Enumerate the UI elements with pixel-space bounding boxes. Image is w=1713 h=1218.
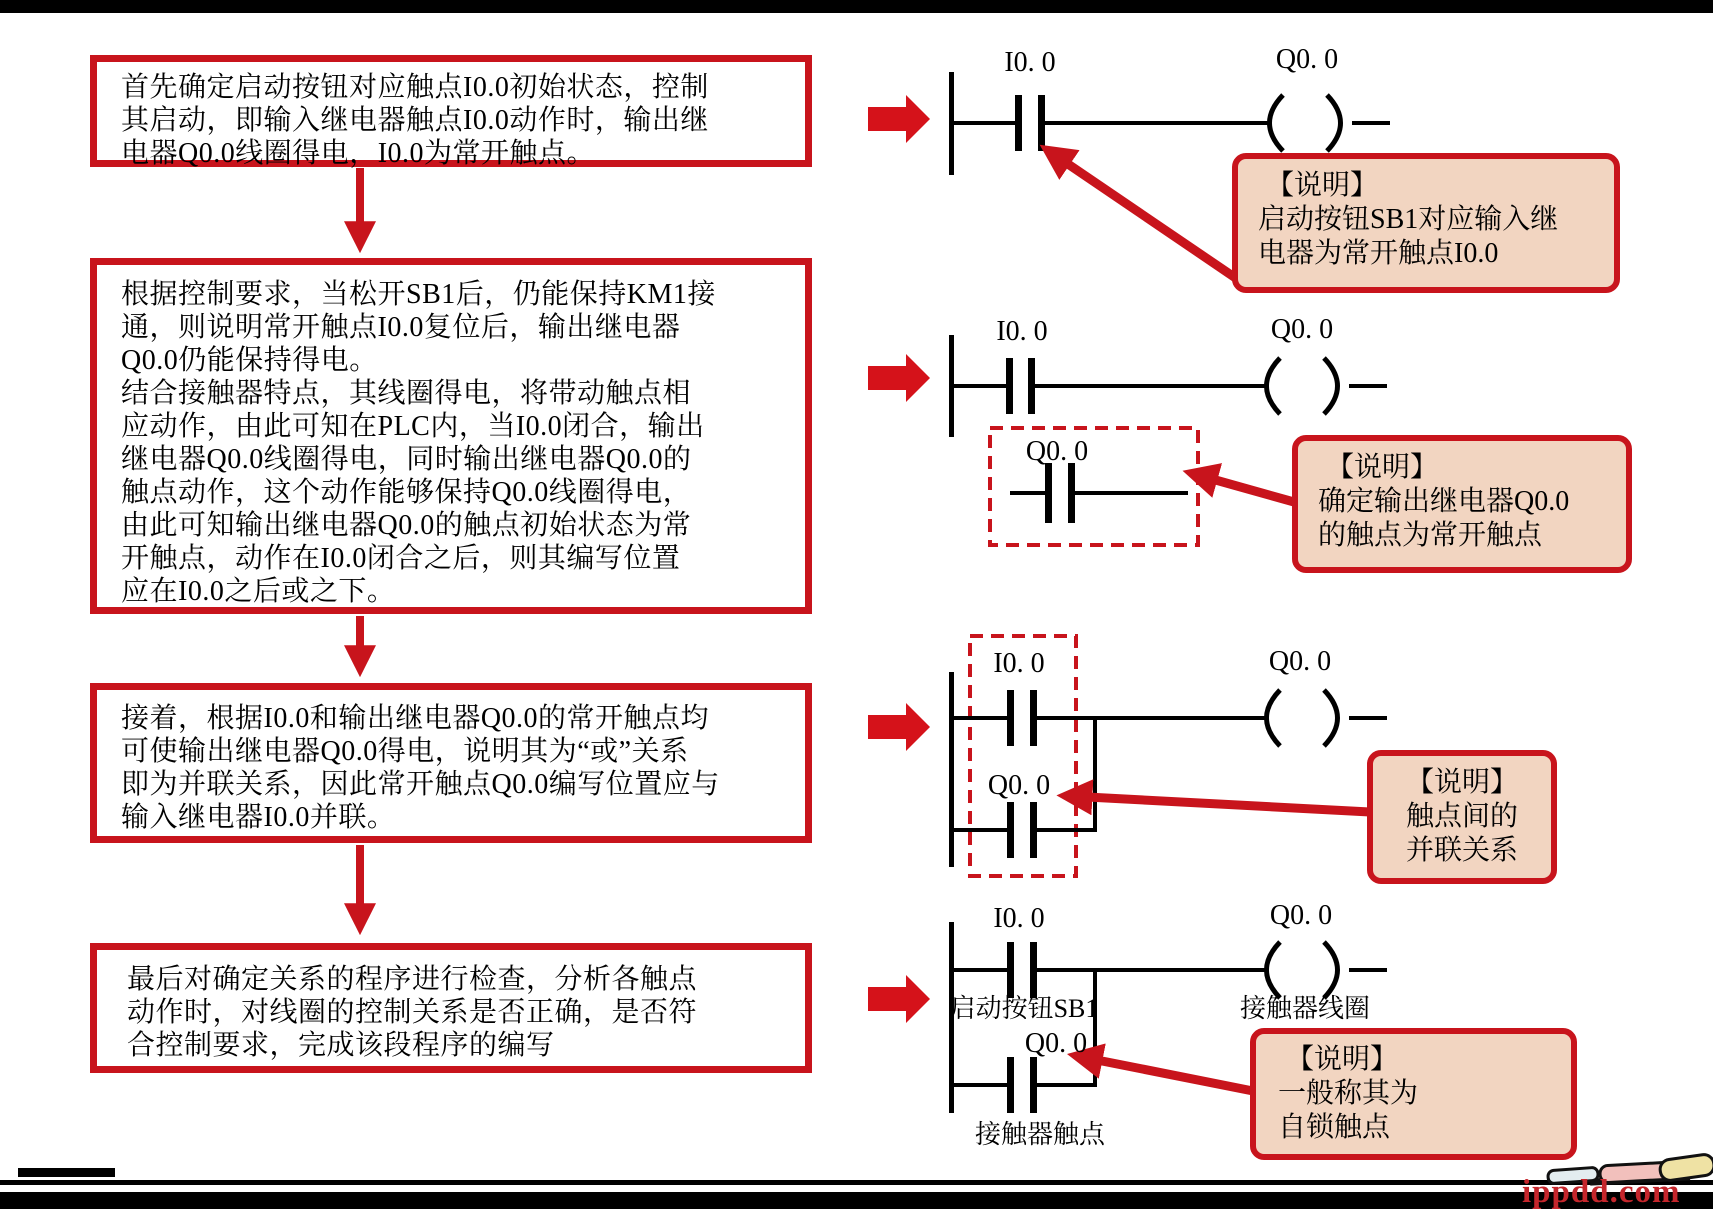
- contact-bar: [1015, 95, 1022, 151]
- wire: [1045, 121, 1272, 125]
- wire: [1037, 716, 1269, 720]
- callout-1: [1232, 153, 1620, 293]
- wire: [949, 121, 1015, 125]
- block-arrow-icon-1: [868, 95, 930, 143]
- row4-contact-label: I0. 0: [993, 903, 1045, 934]
- row2-contact-label: I0. 0: [996, 316, 1048, 347]
- row4-branch-contact-label: Q0. 0: [1024, 1028, 1088, 1059]
- wire: [1349, 384, 1387, 388]
- block-arrow-icon-2: [868, 354, 930, 402]
- callout-arrow-1: [1065, 162, 1240, 281]
- coil-left-paren: [1267, 358, 1281, 414]
- coil-right-paren: [1324, 358, 1338, 414]
- row4-coil-caption: 接触器线圈: [1239, 994, 1371, 1023]
- wire: [1037, 828, 1097, 832]
- junction-wire: [1093, 968, 1097, 1087]
- callout-4-title: 【说明】: [1286, 1044, 1399, 1075]
- dashed-highlight-box: [990, 428, 1198, 545]
- callout-1-title: 【说明】: [1266, 170, 1379, 201]
- block-arrow-icon-4: [868, 975, 930, 1023]
- coil-left-paren: [1270, 95, 1284, 151]
- row-pointer-arrows: [868, 95, 930, 1023]
- flow-step-4-text: 最后对确定关系的程序进行检查，分析各触点 动作时，对线圈的控制关系是否正确，是否符 合控制要求，完成该段程序的编写: [127, 964, 698, 1061]
- row3-branch-contact-label: Q0. 0: [987, 770, 1051, 801]
- row4-branch-caption: 接触器触点: [974, 1120, 1106, 1149]
- coil-right-paren: [1327, 95, 1341, 151]
- wire: [949, 1083, 1007, 1087]
- callout-4: [1250, 1028, 1577, 1160]
- callout-2: [1292, 435, 1632, 573]
- row2-dashed-contact-label: Q0. 0: [1025, 436, 1089, 467]
- coil-right-paren: [1324, 690, 1338, 746]
- callout-arrow-2: [1212, 479, 1294, 502]
- flow-step-3-text: 接着，根据I0.0和输出继电器Q0.0的常开触点均 可使输出继电器Q0.0得电，说明其为“或”关系 即为并联关系，因此常开触点Q0.0编写位置应与 输入继电器I0.0并联。: [121, 703, 720, 833]
- contact-bar: [1038, 95, 1045, 151]
- row1-coil-label: Q0. 0: [1275, 44, 1339, 75]
- contact-bar: [1045, 463, 1052, 523]
- wire: [1349, 716, 1387, 720]
- coil-left-paren: [1267, 690, 1281, 746]
- row2-coil-label: Q0. 0: [1270, 314, 1334, 345]
- callout-2-body: 确定输出继电器Q0.0 的触点为常开触点: [1318, 486, 1570, 551]
- callout-3: [1367, 750, 1557, 884]
- contact-bar: [1007, 802, 1014, 858]
- callout-3-title: 【说明】: [1405, 767, 1518, 798]
- flow-step-1-text: 首先确定启动按钮对应触点I0.0初始状态，控制 其启动，即输入继电器触点I0.0动作时，输出继 电器Q0.0线圈得电，I0.0为常开触点。: [121, 72, 709, 169]
- wire: [1037, 968, 1269, 972]
- contact-bar: [1006, 358, 1013, 414]
- wire: [1075, 491, 1188, 495]
- wire: [1010, 491, 1045, 495]
- contact-bar: [1030, 802, 1037, 858]
- row3-coil-label: Q0. 0: [1268, 646, 1332, 677]
- row3-contact-label: I0. 0: [993, 648, 1045, 679]
- flow-step-2-text: 根据控制要求，当松开SB1后，仍能保持KM1接 通，则说明常开触点I0.0复位后，输出继电器 Q0.0仍能保持得电。 结合接触器特点，其线圈得电，将带动触点相 应动作，由此可知在PLC内，当I0.0闭合，输出 继电器Q0.0线圈得电，同时输出继电器Q0.0的 触点动作，这个动作能够保持Q0.0线圈得电， 由此可知输出继电器Q0.0的触点初始状态为常 开触点，动作在I0.0闭合之后，则其编写位置 应在I0.0之后或之下。: [121, 279, 716, 607]
- contact-bar: [1068, 463, 1075, 523]
- wire: [1352, 121, 1390, 125]
- contact-bar: [1028, 358, 1035, 414]
- wire: [1349, 968, 1387, 972]
- row4-coil-label: Q0. 0: [1269, 900, 1333, 931]
- contact-bar: [1007, 690, 1014, 746]
- row4-contact-caption: 启动按钮SB1: [949, 994, 1099, 1023]
- contact-bar: [1007, 1057, 1014, 1113]
- wire: [949, 968, 1007, 972]
- contact-bar: [1030, 690, 1037, 746]
- wire: [949, 828, 1007, 832]
- callout-arrows: [1065, 162, 1370, 1091]
- contact-bar: [1030, 1057, 1037, 1113]
- power-rail: [949, 672, 954, 867]
- block-arrow-icon-3: [868, 703, 930, 751]
- watermark-text: ippdd.com: [1522, 1174, 1681, 1210]
- callout-2-title: 【说明】: [1326, 452, 1439, 483]
- callout-arrow-3: [1087, 797, 1370, 812]
- wire: [1035, 384, 1269, 388]
- wire: [1037, 1083, 1097, 1087]
- wire: [949, 384, 1006, 388]
- wire: [949, 716, 1007, 720]
- junction-wire: [1093, 716, 1097, 832]
- callout-1-body: 启动按钮SB1对应输入继 电器为常开触点I0.0: [1258, 204, 1559, 269]
- row1-contact-label: I0. 0: [1004, 47, 1056, 78]
- callout-arrow-4: [1097, 1060, 1253, 1091]
- callout-3-body: 触点间的 并联关系: [1405, 801, 1518, 866]
- callout-4-body: 一般称其为 自锁触点: [1278, 1078, 1419, 1143]
